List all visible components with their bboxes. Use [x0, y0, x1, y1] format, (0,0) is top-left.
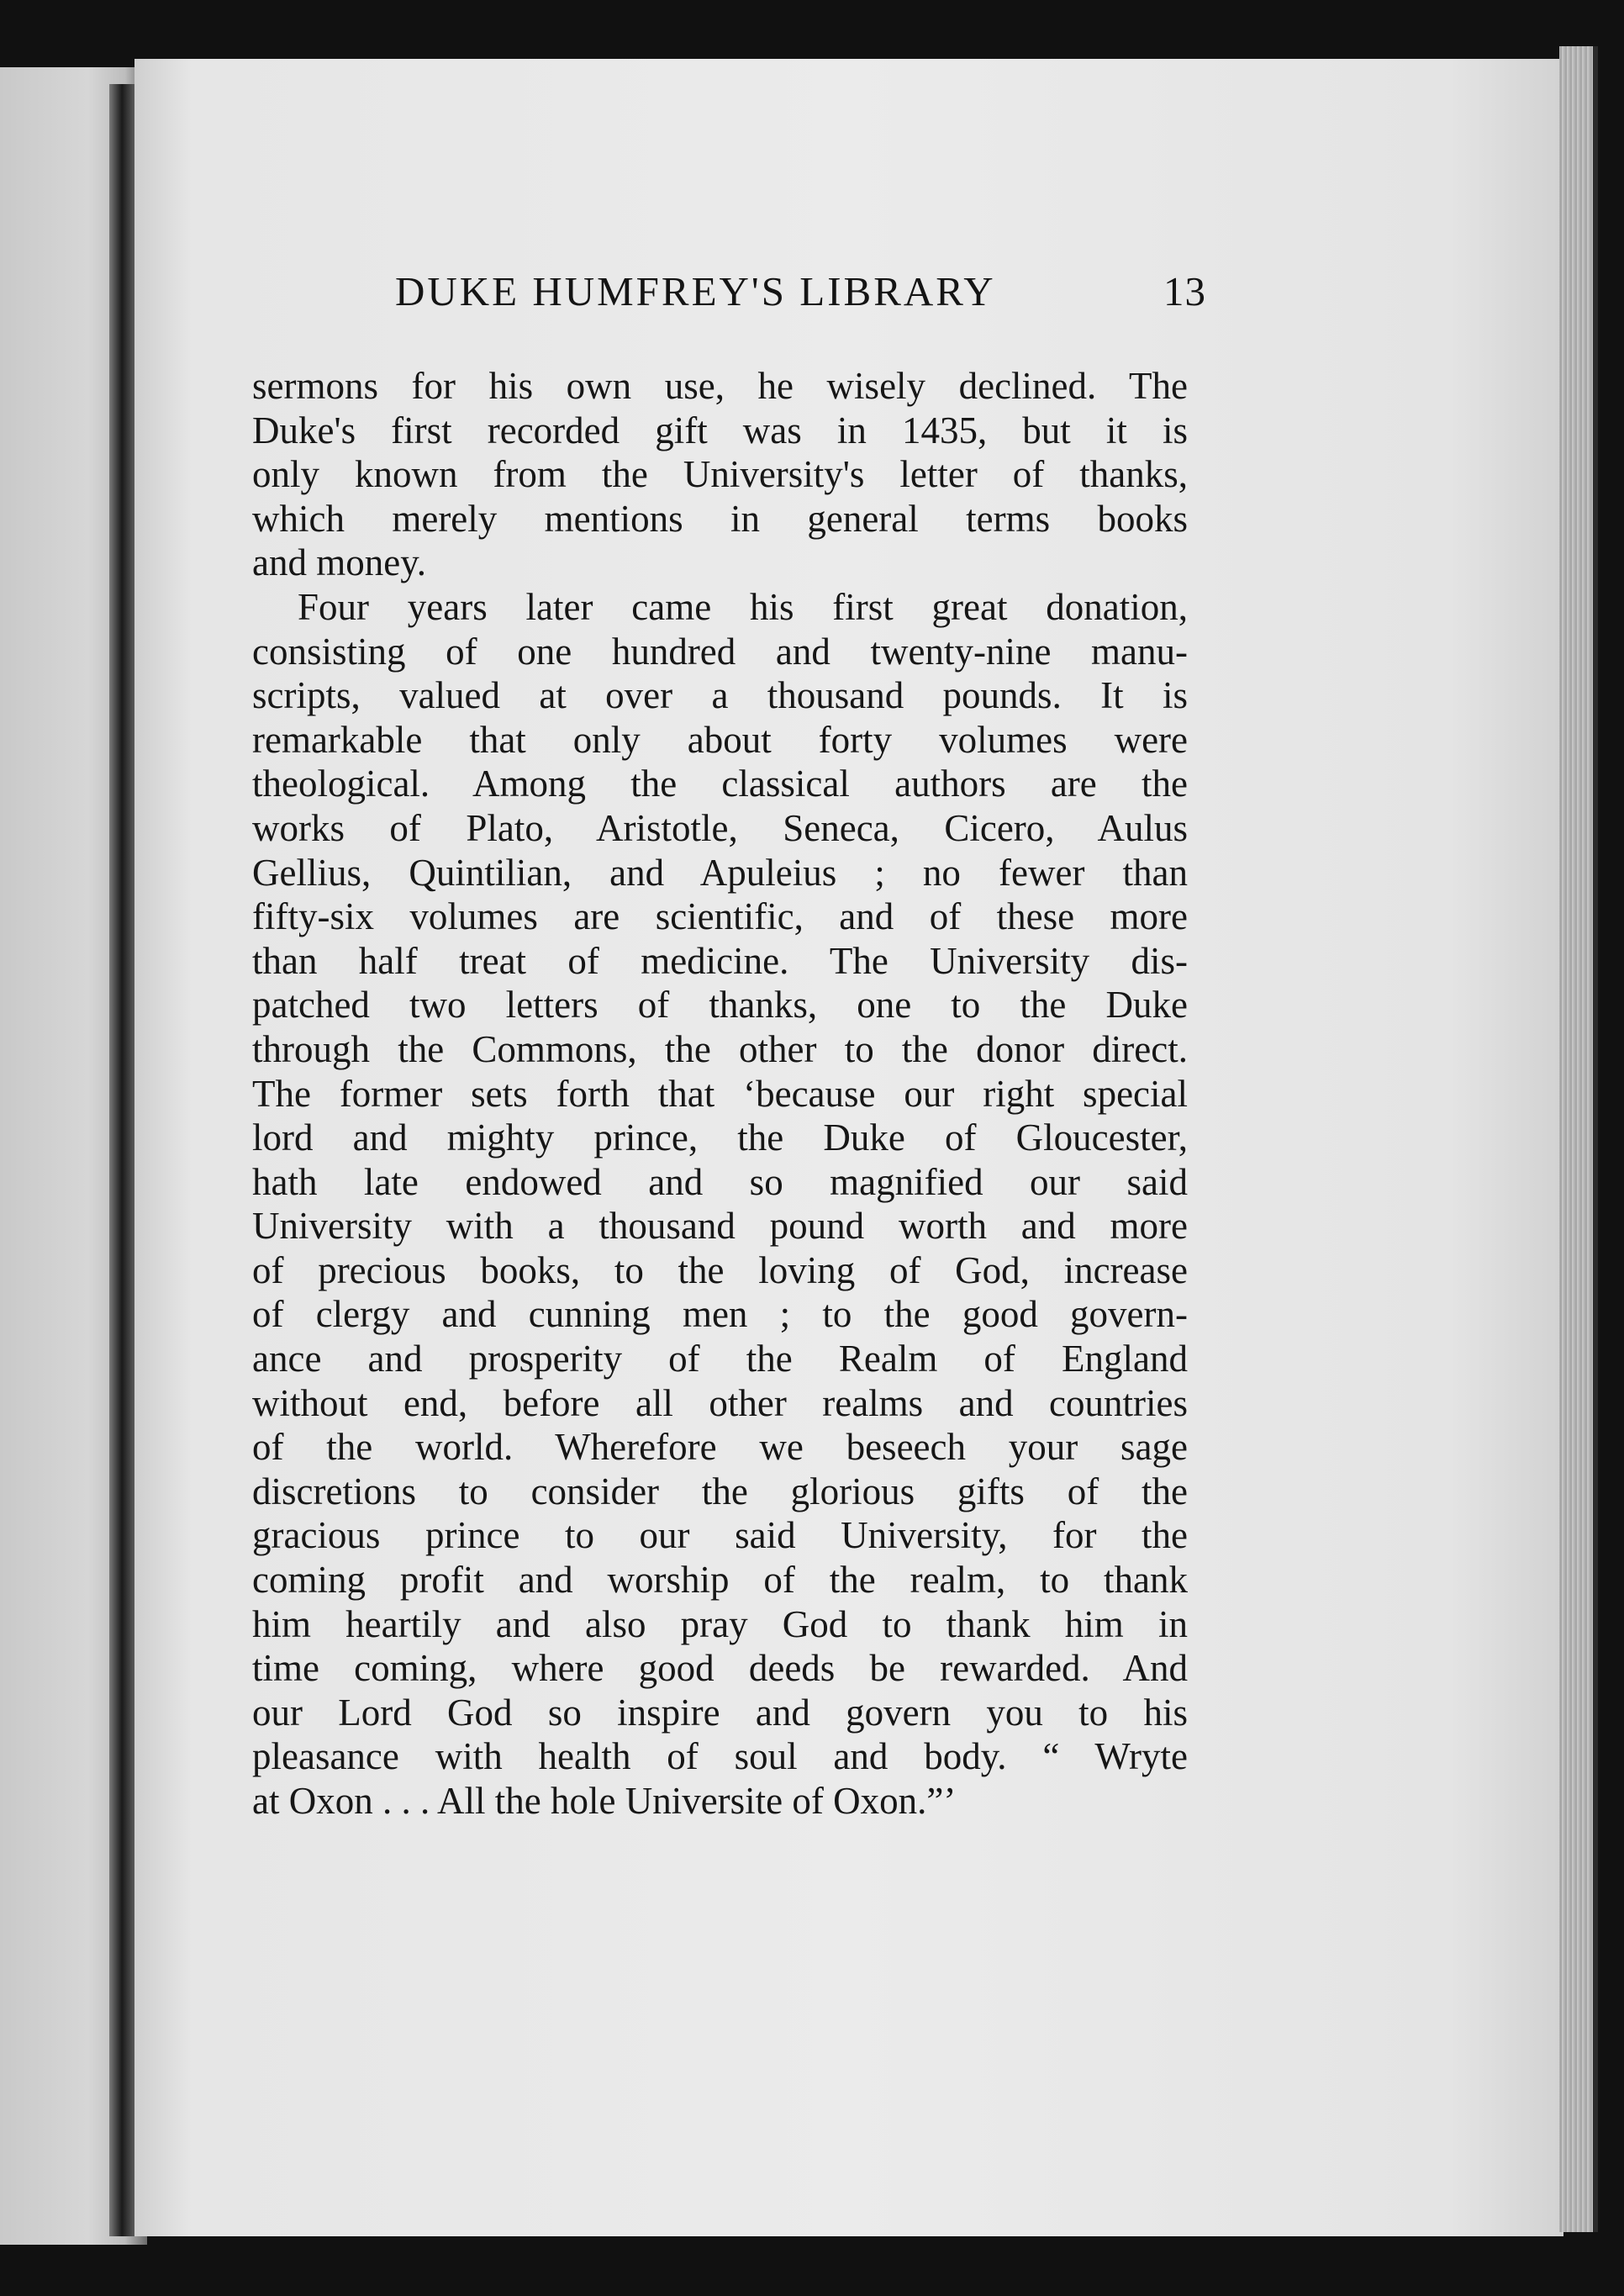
text-line: Four years later came his first great donation,	[298, 585, 1188, 628]
text-line: coming profit and worship of the realm, to thank	[252, 1559, 1188, 1602]
text-line: University with a thousand pound worth and more	[252, 1205, 1188, 1248]
text-line: discretions to consider the glorious gifts of the	[252, 1470, 1188, 1512]
text-line: him heartily and also pray God to thank him in	[252, 1602, 1188, 1645]
text-line: consisting of one hundred and twenty-nine manu-	[252, 630, 1188, 673]
text-line: without end, before all other realms and countries	[252, 1381, 1188, 1424]
text-line: gracious prince to our said University, for the	[252, 1514, 1188, 1557]
text-line: hath late endowed and so magnified our said	[252, 1160, 1188, 1203]
text-line: lord and mighty prince, the Duke of Gloucester,	[252, 1116, 1188, 1159]
text-line: of the world. Wherefore we beseech your sage	[252, 1426, 1188, 1469]
running-head	[395, 267, 1206, 335]
text-line: which merely mentions in general terms books	[252, 497, 1188, 540]
text-line: sermons for his own use, he wisely declined. The	[252, 365, 1188, 407]
text-line: ance and prosperity of the Realm of England	[252, 1338, 1188, 1380]
text-line: Duke's first recorded gift was in 1435, but it is	[252, 409, 1188, 451]
text-line: Gellius, Quintilian, and Apuleius ; no fewer than	[252, 851, 1188, 894]
text-line: only known from the University's letter of thanks,	[252, 453, 1188, 496]
book-gutter	[109, 84, 134, 2236]
text-line: scripts, valued at over a thousand pounds. It is	[252, 674, 1188, 717]
text-line: fifty-six volumes are scientific, and of these more	[252, 895, 1188, 938]
text-line: remarkable that only about forty volumes were	[252, 718, 1188, 761]
text-line: pleasance with health of soul and body. “ Wryte	[252, 1735, 1188, 1778]
text-line: of clergy and cunning men ; to the good govern-	[252, 1293, 1188, 1336]
text-line: and money.	[252, 541, 427, 584]
page-number: 13	[1163, 268, 1206, 314]
text-line: works of Plato, Aristotle, Seneca, Cicero, Aulus	[252, 806, 1188, 849]
text-line: of precious books, to the loving of God, increase	[252, 1248, 1188, 1291]
text-line: our Lord God so inspire and govern you to his	[252, 1691, 1188, 1734]
body-text	[252, 364, 1188, 1824]
page-block-edge	[1559, 46, 1598, 2232]
text-line: at Oxon . . . All the hole Universite of Oxon.”’	[252, 1780, 957, 1822]
text-line: through the Commons, the other to the donor direct.	[252, 1027, 1188, 1070]
text-line: theological. Among the classical authors are the	[252, 763, 1188, 805]
text-line: patched two letters of thanks, one to the Duke	[252, 984, 1188, 1027]
text-line: The former sets forth that ‘because our right special	[252, 1072, 1188, 1115]
text-line: than half treat of medicine. The University dis-	[252, 939, 1188, 982]
running-head-title: DUKE HUMFREY'S LIBRARY	[395, 268, 996, 314]
text-line: time coming, where good deeds be rewarded. And	[252, 1647, 1188, 1690]
